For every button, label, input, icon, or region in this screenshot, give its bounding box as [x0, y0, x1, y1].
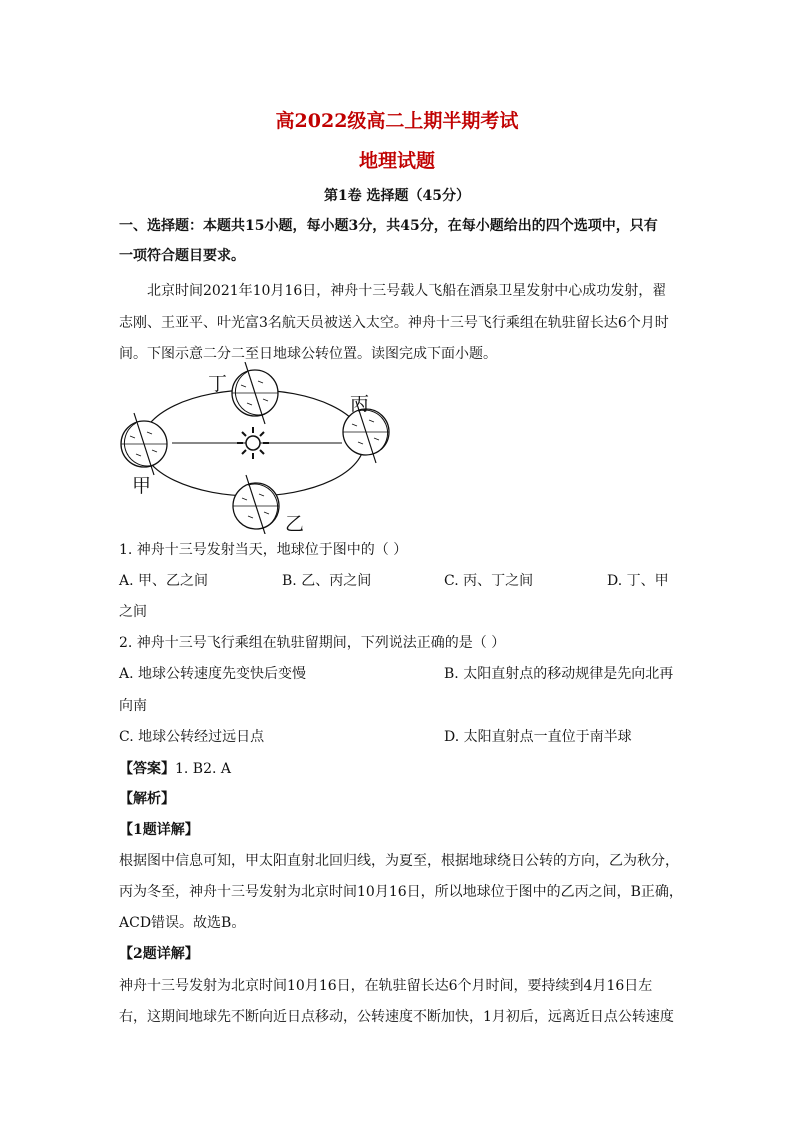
label-jia: 甲 — [132, 475, 152, 497]
question-2-option-d: D. 太阳直射点一直位于南半球 — [444, 729, 632, 745]
q2-detail-line-2: 右，这期间地球先不断向近日点移动，公转速度不断加快，1月初后，远离近日点公转速度 — [119, 1009, 674, 1025]
answer-row — [119, 759, 231, 779]
exam-subtitle: 地理试题 — [358, 150, 435, 172]
question-2-option-b: B. 太阳直射点的移动规律是先向北再 — [444, 666, 674, 682]
analysis-label: 【解析】 — [119, 791, 175, 807]
q1-detail-line-1: 根据图中信息可知，甲太阳直射北回归线，为夏至，根据地球绕日公转的方向，乙为秋分， — [119, 853, 679, 869]
question-1-option-b: B. 乙、丙之间 — [282, 573, 372, 589]
q1-detail-line-2: 丙为冬至，神舟十三号发射为北京时间10月16日，所以地球位于图中的乙丙之间，B正确， — [119, 884, 683, 900]
question-2-stem: 2. 神舟十三号飞行乘组在轨驻留期间，下列说法正确的是（ ） — [119, 635, 506, 651]
passage-line-1: 北京时间2021年10月16日，神舟十三号载人飞船在酒泉卫星发射中心成功发射，翟 — [147, 283, 667, 299]
question-1-option-c: C. 丙、丁之间 — [444, 573, 534, 589]
earth-globe-icon — [121, 413, 167, 475]
passage-line-3: 间。下图示意二分二至日地球公转位置。读图完成下面小题。 — [119, 346, 497, 362]
label-bing: 丙 — [350, 393, 370, 415]
question-1-option-d: D. 丁、甲 — [607, 573, 669, 589]
q1-detail-line-3: ACD错误。故选B。 — [119, 915, 246, 931]
sun-icon — [237, 427, 269, 459]
question-1-stem: 1. 神舟十三号发射当天，地球位于图中的（ ） — [119, 542, 408, 558]
section-heading: 第1卷 选择题（45分） — [323, 188, 471, 204]
question-1-option-d-continued: 之间 — [119, 604, 147, 620]
instructions-line-1: 一、选择题：本题共15小题，每小题3分，共45分，在每小题给出的四个选项中，只有 — [119, 218, 658, 234]
answer-label: 【答案】 — [119, 761, 175, 777]
answer-text: 1. B2. A — [175, 761, 232, 777]
question-2-option-a: A. 地球公转速度先变快后变慢 — [119, 666, 307, 682]
orbit-diagram — [110, 362, 410, 534]
exam-title: 高2022级高二上期半期考试 — [275, 110, 519, 132]
question-2-option-c: C. 地球公转经过远日点 — [119, 729, 265, 745]
earth-globe-icon — [233, 475, 279, 534]
earth-globe-icon — [232, 362, 278, 424]
q1-detail-label: 【1题详解】 — [119, 822, 199, 838]
question-1-option-a: A. 甲、乙之间 — [119, 573, 209, 589]
instructions-line-2: 一项符合题目要求。 — [119, 248, 245, 264]
passage-line-2: 志刚、王亚平、叶光富3名航天员被送入太空。神舟十三号飞行乘组在轨驻留长达6个月时 — [119, 315, 669, 331]
question-2-option-b-continued: 向南 — [119, 698, 147, 714]
q2-detail-line-1: 神舟十三号发射为北京时间10月16日，在轨驻留长达6个月时间，要持续到4月16日左 — [119, 978, 653, 994]
q2-detail-label: 【2题详解】 — [119, 946, 199, 962]
label-yi: 乙 — [285, 513, 305, 534]
label-ding: 丁 — [208, 373, 228, 395]
